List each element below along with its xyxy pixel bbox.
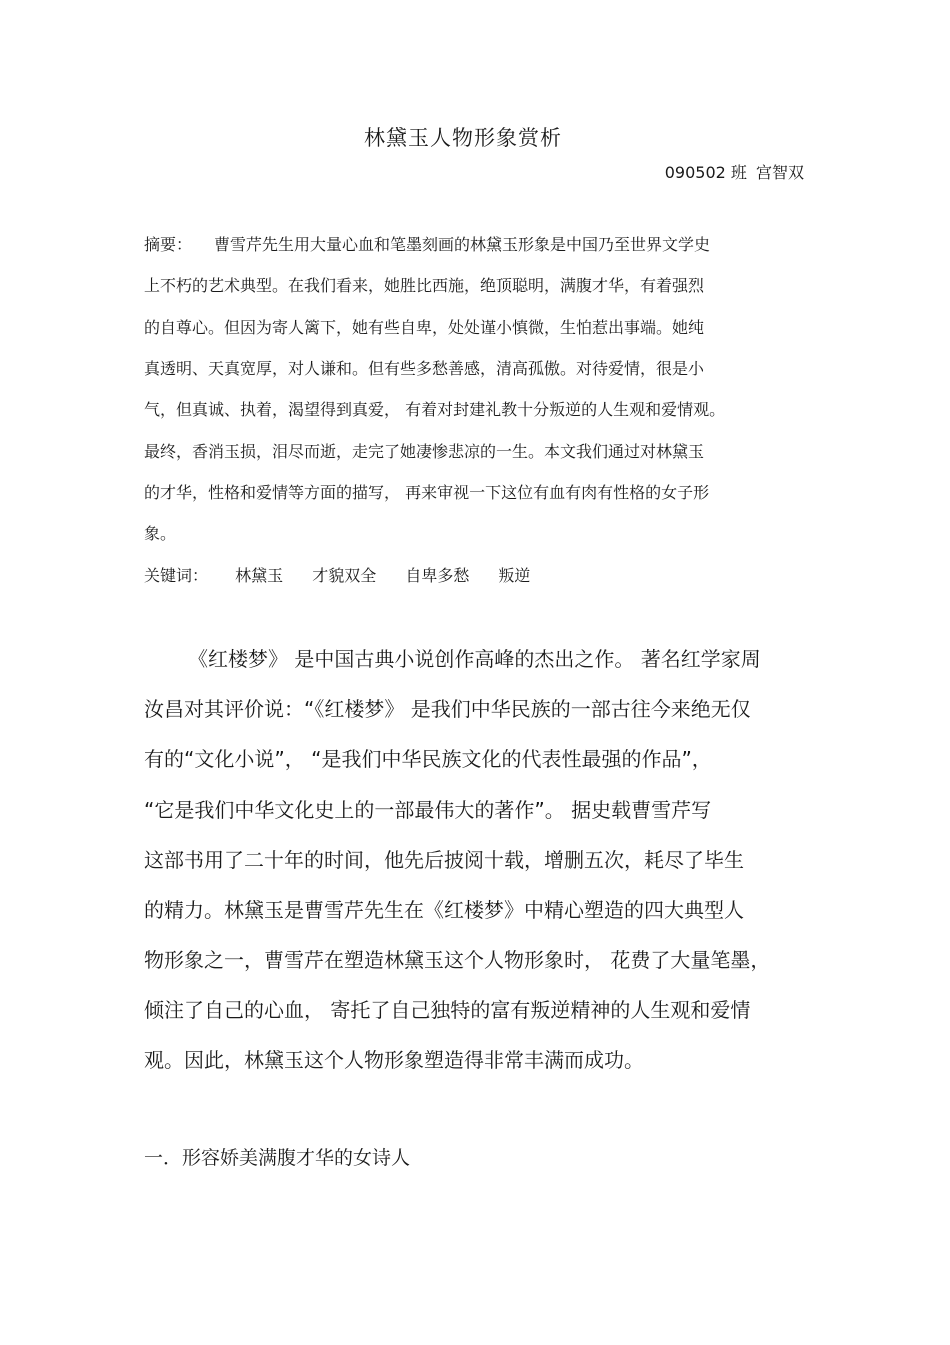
- body-line: 这部书用了二十年的时间，他先后披阅十载，增删五次，耗尽了毕生: [144, 848, 744, 872]
- keyword-item: 自卑多愁: [405, 566, 470, 585]
- abstract-line: 摘要： 曹雪芹先生用大量心血和笔墨刻画的林黛玉形象是中国乃至世界文学史: [144, 232, 710, 255]
- keyword-item: 才貌双全: [312, 566, 377, 585]
- body-line: 的精力。林黛玉是曹雪芹先生在《红楼梦》中精心塑造的四大典型人: [144, 898, 744, 922]
- abstract-line: 真透明、天真宽厚，对人谦和。但有些多愁善感，清高孤傲。对待爱情，很是小: [144, 359, 705, 378]
- abstract-line: 象。: [144, 524, 177, 543]
- document-title: 林黛玉人物形象赏析: [364, 126, 562, 150]
- author-line: [661, 160, 804, 183]
- abstract-line: 的自尊心。但因为寄人篱下，她有些自卑，处处谨小慎微，生怕惹出事端。她纯: [144, 318, 705, 337]
- body-line: 物形象之一，曹雪芹在塑造林黛玉这个人物形象时， 花费了大量笔墨，: [144, 948, 771, 972]
- body-line: 汝昌对其评价说：“《红楼梦》 是我们中华民族的一部古往今来绝无仅: [144, 697, 751, 721]
- abstract-line: 上不朽的艺术典型。在我们看来，她胜比西施，绝顶聪明，满腹才华，有着强烈: [144, 276, 705, 295]
- body-line: 有的“文化小说”， “是我们中华民族文化的代表性最强的作品”，: [144, 747, 712, 771]
- body-line: 《红楼梦》 是中国古典小说创作高峰的杰出之作。 著名红学家周: [188, 647, 761, 671]
- abstract-line: 最终，香消玉损，泪尽而逝，走完了她凄惨悲凉的一生。本文我们通过对林黛玉: [144, 442, 705, 461]
- keyword-item: 林黛玉: [235, 566, 284, 585]
- abstract-label: 摘要：: [144, 235, 193, 254]
- section-heading: 一．形容娇美满腹才华的女诗人: [144, 1147, 411, 1169]
- body-line: 观。因此，林黛玉这个人物形象塑造得非常丰满而成功。: [144, 1048, 644, 1072]
- abstract-line: 的才华，性格和爱情等方面的描写， 再来审视一下这位有血有肉有性格的女子形: [144, 483, 710, 502]
- keywords-line: [144, 563, 554, 586]
- keywords-label: 关键词：: [144, 566, 209, 585]
- body-line: “它是我们中华文化史上的一部最伟大的著作”。 据史载曹雪芹写: [144, 798, 712, 822]
- abstract-line: 气，但真诚、执着，渴望得到真爱， 有着对封建礼教十分叛逆的人生观和爱情观。: [144, 400, 726, 419]
- author-class: 090502 班: [664, 163, 747, 182]
- keyword-item: 叛逆: [498, 566, 531, 585]
- body-line: 倾注了自己的心血， 寄托了自己独特的富有叛逆精神的人生观和爱情: [144, 998, 751, 1022]
- author-name: 宫智双: [755, 163, 804, 182]
